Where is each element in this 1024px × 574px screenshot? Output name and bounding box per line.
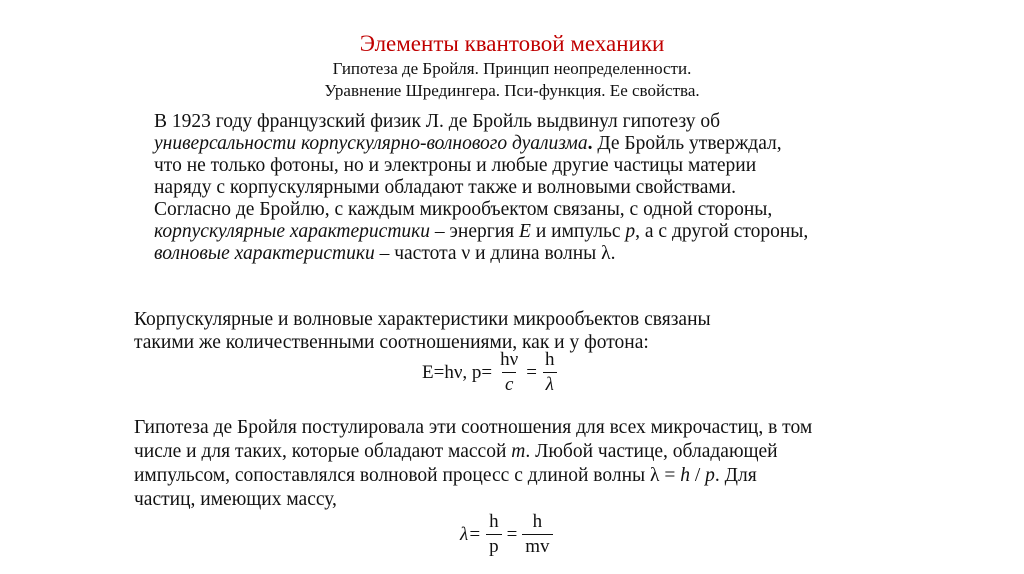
equals-sign: =	[526, 361, 537, 383]
paragraph-de-broglie-intro	[154, 111, 914, 265]
para3-line-3-text2: . Для	[714, 465, 757, 486]
fraction-numerator: hν	[500, 349, 519, 370]
fraction-h-over-lambda	[542, 350, 558, 395]
para1-line-6-text3: , а с другой стороны,	[635, 221, 809, 242]
slide-subtitle-line-2: Уравнение Шредингера. Пси-функция. Ее свойства.	[324, 81, 700, 100]
para1-line-1: В 1923 году французский физик Л. де Бройль выдвинул гипотезу об	[154, 111, 721, 132]
para1-line-6-text2: и импульс	[530, 221, 626, 242]
symbol-h: h	[680, 465, 690, 486]
para1-line-2	[154, 133, 914, 155]
term-wave-characteristics: волновые характеристики	[154, 243, 375, 264]
fraction-denominator: mv	[522, 534, 552, 557]
fraction-h-over-p	[486, 512, 502, 557]
fraction-h-nu-over-c	[497, 350, 521, 395]
symbol-m: m	[511, 441, 526, 462]
paragraph-hypothesis-postulate	[134, 416, 914, 512]
symbol-E: E	[519, 221, 531, 242]
para2-line-2: такими же количественными соотношениями, как и у фотона:	[134, 332, 649, 353]
fraction-numerator: h	[532, 511, 543, 532]
fraction-h-over-mv	[522, 512, 552, 557]
para3-line-4: частиц, имеющих массу,	[134, 489, 337, 510]
fraction-numerator: h	[544, 349, 555, 370]
term-corpuscular-characteristics: корпускулярные характеристики	[154, 221, 431, 242]
para1-line-3: что не только фотоны, но и электроны и любые другие частицы материи	[154, 155, 757, 176]
formula1-lhs: E=hν, p=	[422, 361, 493, 383]
slide-title: Элементы квантовой механики	[359, 31, 665, 56]
para3-line-3-text: импульсом, сопоставлялся волновой процесс с длиной волны λ =	[134, 465, 681, 486]
para2-line-1: Корпускулярные и волновые характеристики микрообъектов связаны	[134, 309, 711, 330]
fraction-denominator: λ	[543, 372, 557, 395]
para1-line-6	[154, 221, 914, 243]
formula-de-broglie-wavelength	[458, 512, 556, 557]
slash: /	[689, 465, 706, 486]
para1-line-7-rest: – частота ν и длина волны λ.	[374, 243, 616, 264]
para1-line-4: наряду с корпускулярными обладают также и волновыми свойствами.	[154, 177, 737, 198]
para1-line-2-rest: Де Бройль утверждал,	[592, 133, 782, 154]
para1-line-5: Согласно де Бройлю, с каждым микрообъектом связаны, с одной стороны,	[154, 199, 773, 220]
fraction-numerator: h	[489, 511, 499, 532]
symbol-p: p	[625, 221, 636, 242]
equals-sign: =	[506, 523, 518, 545]
slide-subtitle-line-1: Гипотеза де Бройля. Принцип неопределенности.	[332, 59, 692, 78]
formula-energy-momentum	[420, 350, 560, 395]
fraction-denominator: c	[502, 372, 516, 395]
fraction-denominator: p	[486, 534, 502, 557]
symbol-p: p	[705, 465, 715, 486]
para3-line-2	[134, 440, 914, 464]
para3-line-1: Гипотеза де Бройля постулировала эти соотношения для всех микрочастиц, в том	[134, 417, 813, 438]
para3-line-3	[134, 464, 914, 488]
para1-line-7	[154, 243, 914, 265]
bold-period: .	[587, 133, 593, 154]
para3-line-2-text2: . Любой частице, обладающей	[525, 441, 778, 462]
formula2-lhs: λ=	[460, 523, 482, 545]
para3-line-2-text: числе и для таких, которые обладают массой	[134, 441, 512, 462]
paragraph-relations	[134, 308, 894, 354]
term-wave-particle-duality: универсальности корпускулярно-волнового дуализма	[154, 133, 588, 154]
para1-line-6-text: – энергия	[430, 221, 520, 242]
